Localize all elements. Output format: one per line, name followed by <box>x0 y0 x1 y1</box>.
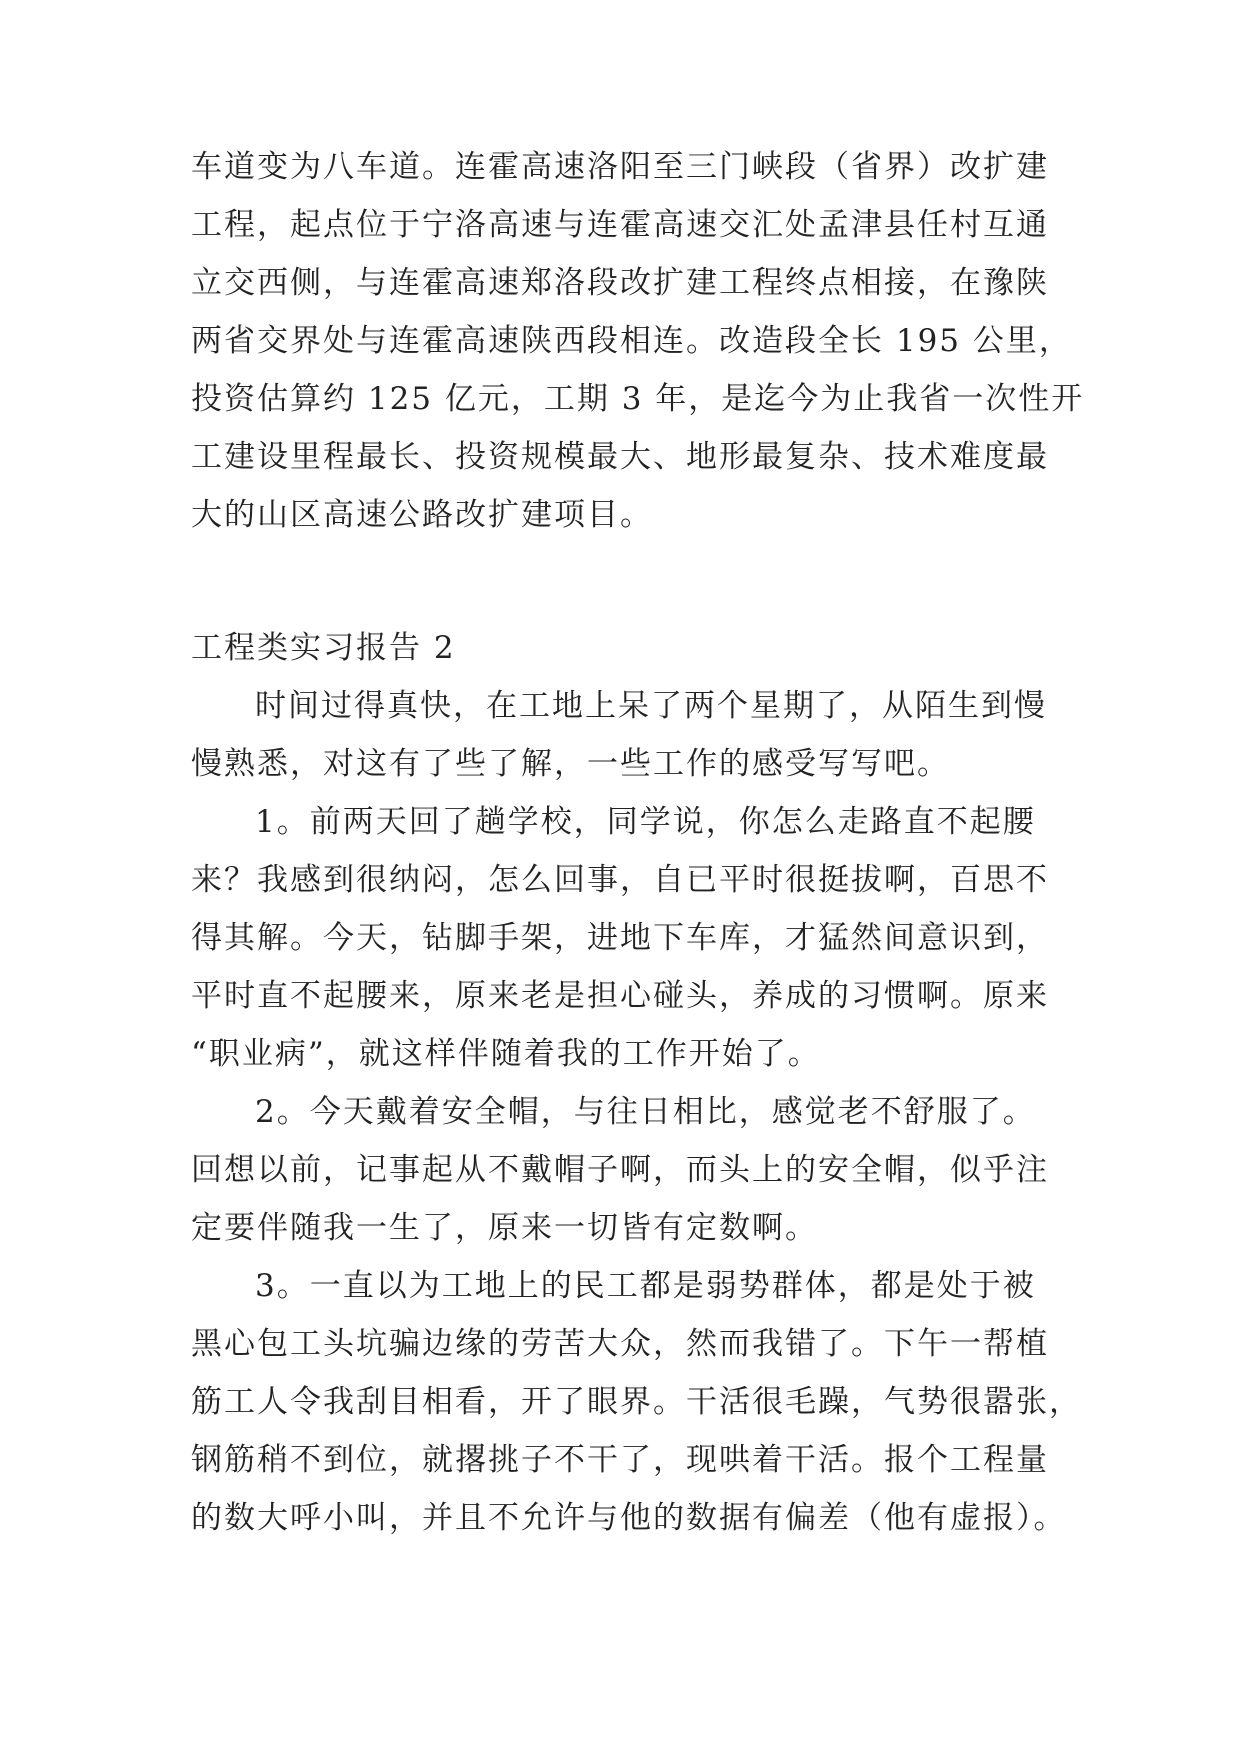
text-line: 定要伴随我一生了，原来一切皆有定数啊。 <box>191 1210 818 1246</box>
text-line: 3。一直以为工地上的民工都是弱势群体，都是处于被 <box>255 1268 1036 1304</box>
text-line: 投资估算约 125 亿元，工期 3 年，是迄今为止我省一次性开 <box>191 381 1085 417</box>
text-line: 来？我感到很纳闷，怎么回事，自已平时很挺拔啊，百思不 <box>191 862 1049 898</box>
text-line: 平时直不起腰来，原来老是担心碰头，养成的习惯啊。原来 <box>191 978 1049 1014</box>
text-line: 工建设里程最长、投资规模最大、地形最复杂、技术难度最 <box>191 439 1049 475</box>
text-line: 慢熟悉，对这有了些了解，一些工作的感受写写吧。 <box>191 746 950 782</box>
text-line: 工程，起点位于宁洛高速与连霍高速交汇处孟津县任村互通 <box>191 207 1049 243</box>
text-line: 钢筋稍不到位，就撂挑子不干了，现哄着干活。报个工程量 <box>191 1442 1049 1478</box>
text-line: “职业病”，就这样伴随着我的工作开始了。 <box>191 1036 821 1072</box>
text-line: 回想以前，记事起从不戴帽子啊，而头上的安全帽，似乎注 <box>191 1152 1049 1188</box>
text-line: 车道变为八车道。连霍高速洛阳至三门峡段（省界）改扩建 <box>191 149 1049 185</box>
text-line: 两省交界处与连霍高速陕西段相连。改造段全长 195 公里， <box>191 323 1072 359</box>
text-line: 得其解。今天，钻脚手架，进地下车库，才猛然间意识到， <box>191 920 1049 956</box>
text-line: 1。前两天回了趟学校，同学说，你怎么走路直不起腰 <box>255 804 1036 840</box>
text-line: 立交西侧，与连霍高速郑洛段改扩建工程终点相接，在豫陕 <box>191 265 1049 301</box>
text-line: 黑心包工头坑骗边缘的劳苦大众，然而我错了。下午一帮植 <box>191 1326 1049 1362</box>
section-title: 工程类实习报告 2 <box>191 630 456 666</box>
text-line: 筋工人令我刮目相看，开了眼界。干活很毛躁，气势很嚣张， <box>191 1384 1082 1420</box>
text-line: 2。今天戴着安全帽，与往日相比，感觉老不舒服了。 <box>255 1094 1036 1130</box>
text-line: 的数大呼小叫，并且不允许与他的数据有偏差（他有虚报）。 <box>191 1500 1067 1536</box>
text-line: 时间过得真快，在工地上呆了两个星期了，从陌生到慢 <box>255 688 1047 724</box>
text-line: 大的山区高速公路改扩建项目。 <box>191 497 653 533</box>
